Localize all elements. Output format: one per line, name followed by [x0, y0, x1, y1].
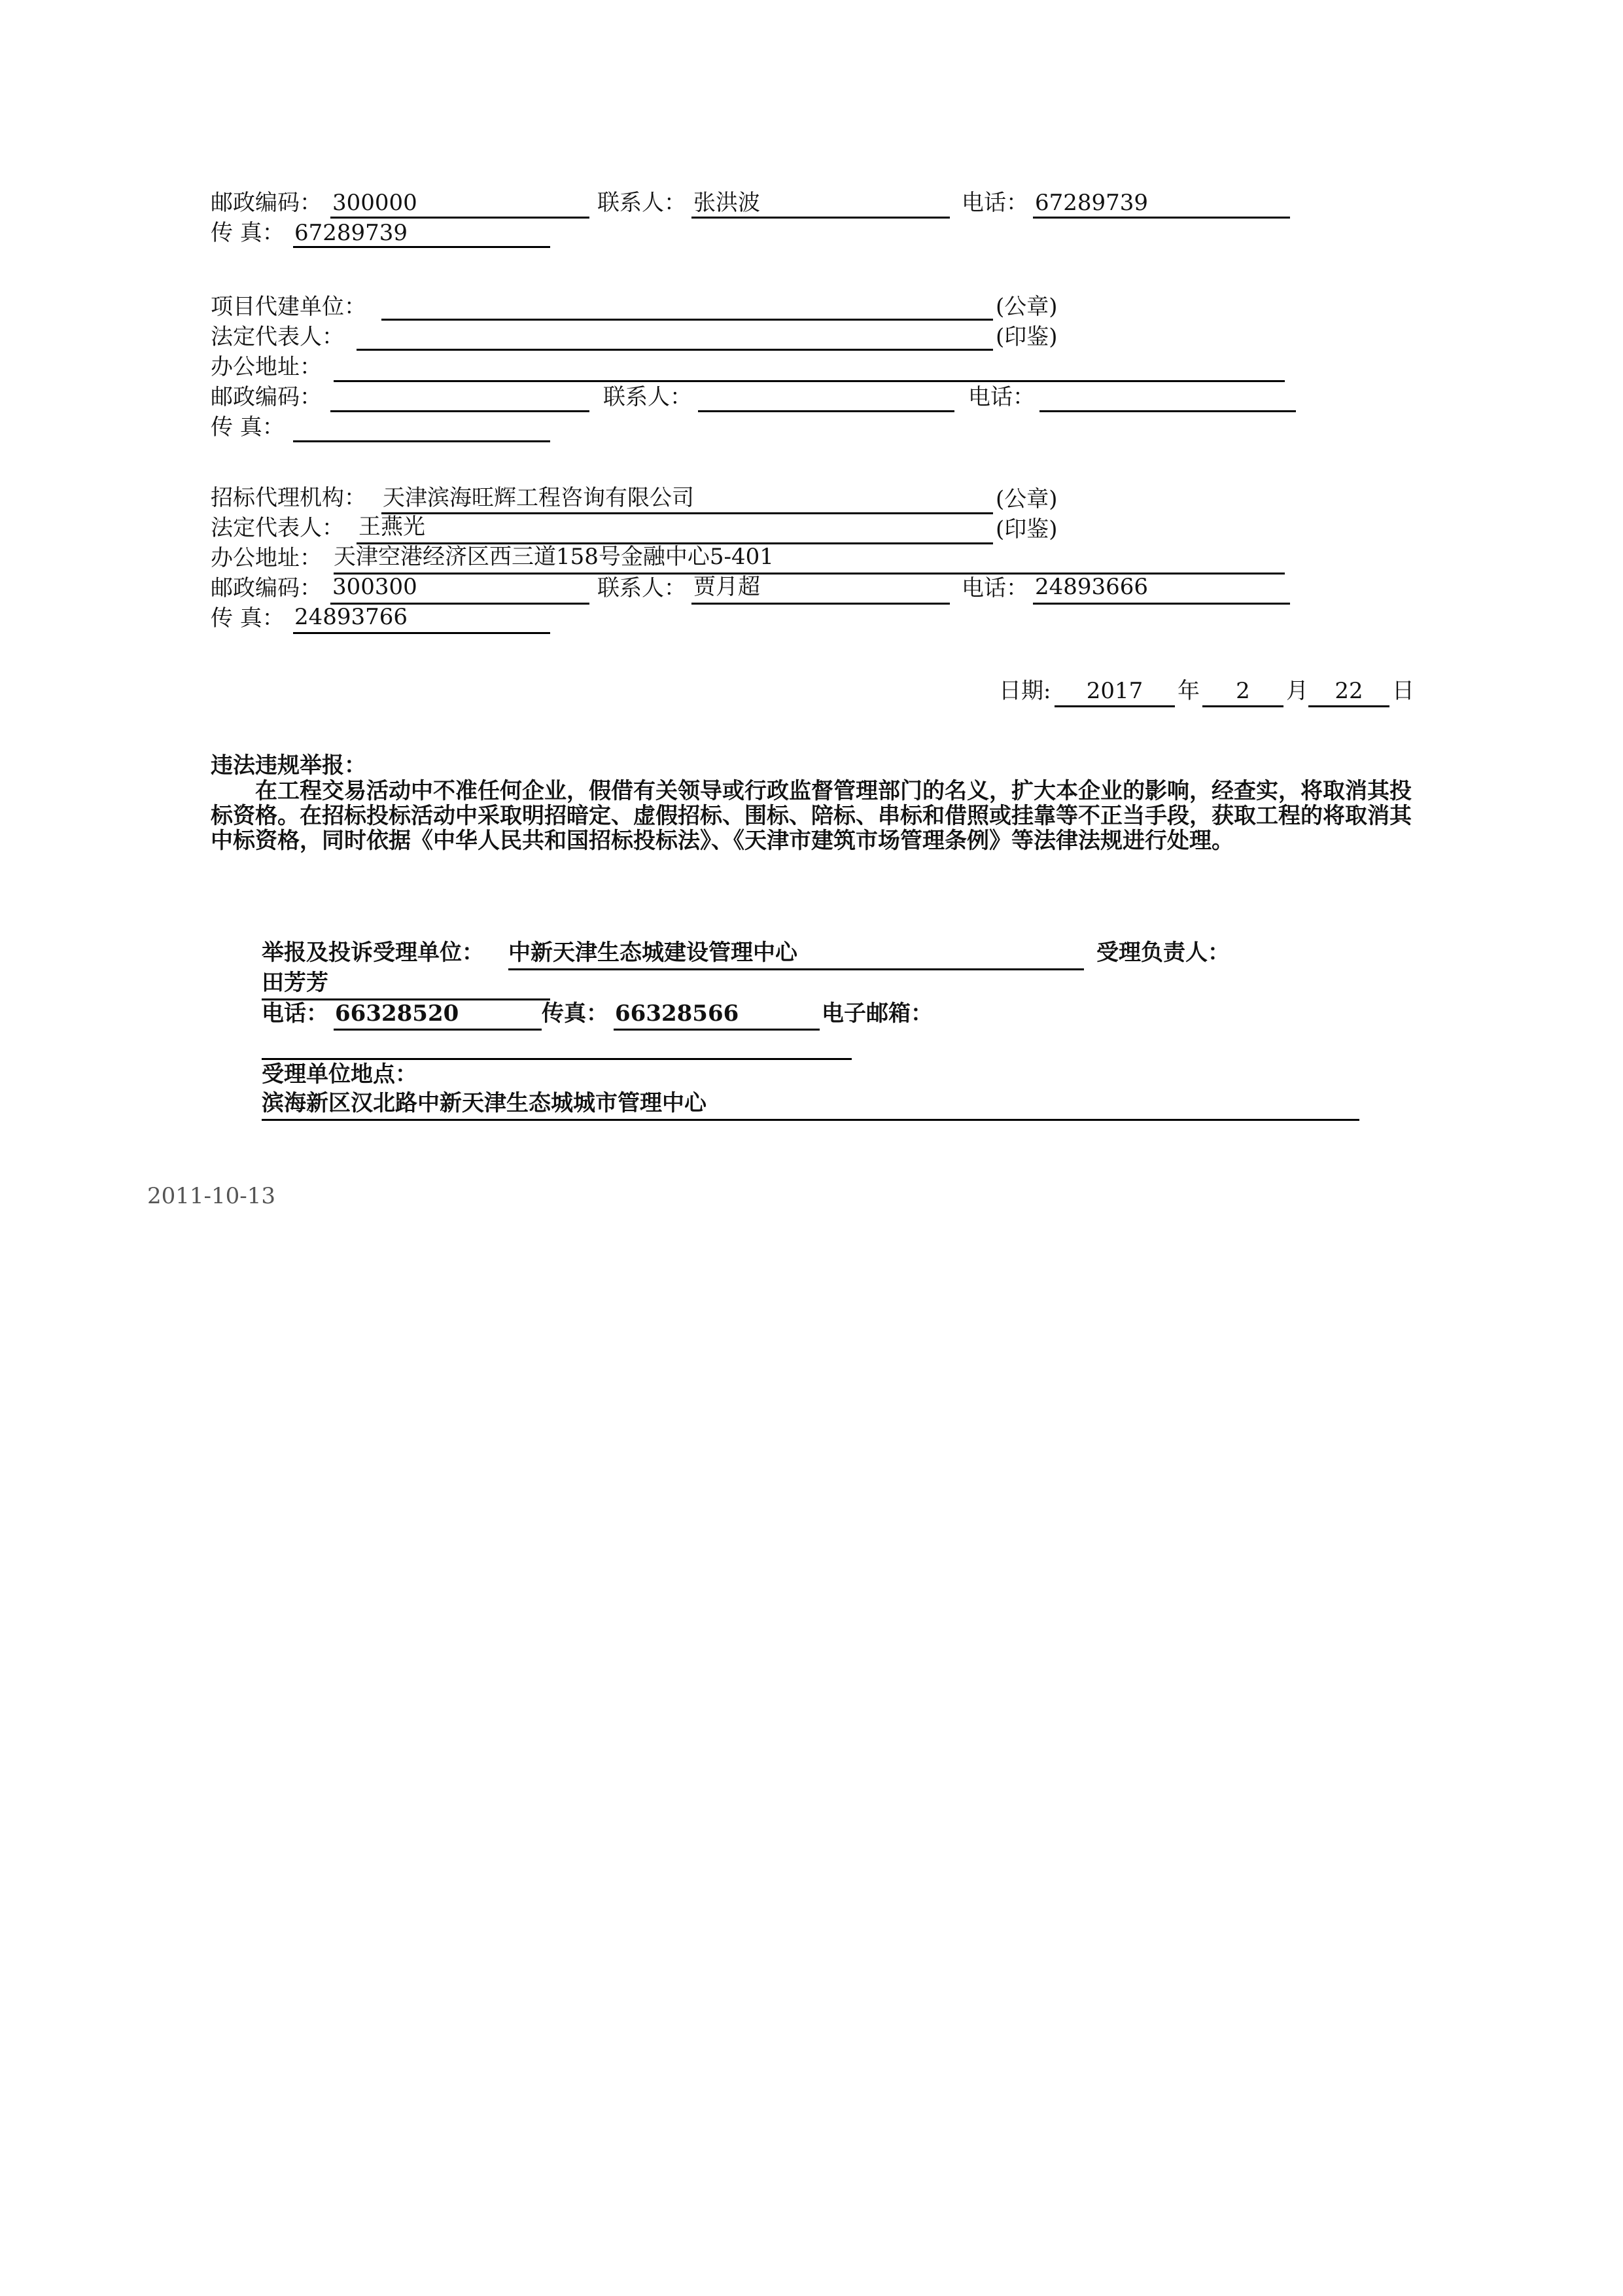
builder-fax-label: 传 真：	[211, 414, 285, 440]
date-month-unit: 月	[1286, 678, 1308, 704]
builder-rep-label: 法定代表人：	[211, 324, 344, 350]
date-day-unit: 日	[1392, 678, 1414, 704]
agency-seal: (公章)	[996, 486, 1058, 512]
builder-contact-label: 联系人：	[603, 384, 692, 410]
report-location-value: 滨海新区汉北路中新天津生态城城市管理中心	[262, 1090, 707, 1116]
phone-underline	[1033, 217, 1290, 219]
report-fax-underline	[614, 1029, 820, 1031]
report-fax-value: 66328566	[615, 1000, 739, 1027]
agency-address-value: 天津空港经济区西三道158号金融中心5-401	[334, 544, 774, 570]
report-phone-value: 66328520	[335, 1000, 459, 1027]
phone-label: 电话：	[962, 190, 1028, 216]
agency-fax-underline	[293, 632, 550, 634]
agency-contact-label: 联系人：	[597, 575, 686, 601]
builder-postcode-label: 邮政编码：	[211, 384, 322, 410]
builder-unit-underline	[381, 319, 993, 321]
builder-contact-underline	[698, 410, 954, 412]
date-month-underline	[1202, 705, 1283, 707]
date-day: 22	[1335, 678, 1363, 704]
report-body: 在工程交易活动中不准任何企业，假借有关领导或行政监督管理部门的名义，扩大本企业的影响，经查实，将取消其投标资格。在招标投标活动中采取明招暗定、虚假招标、围标、陪标、串标和借照或挂靠等不正当手段，获取工程的将取消其中标资格，同时依据《中华人民共和国招标投标法》、《天津市建筑市场管理条例》等法律法规进行处理。	[211, 778, 1412, 854]
builder-phone-label: 电话：	[968, 384, 1035, 410]
report-phone-label: 电话：	[262, 1000, 328, 1027]
postcode-underline	[330, 217, 589, 219]
agency-phone-value: 24893666	[1035, 574, 1149, 600]
builder-unit-label: 项目代建单位：	[211, 294, 366, 320]
report-person-label: 受理负责人：	[1096, 940, 1230, 966]
report-person-value: 田芳芳	[262, 970, 328, 996]
date-year: 2017	[1086, 678, 1143, 704]
footer-date: 2011-10-13	[147, 1183, 276, 1209]
report-unit-value: 中新天津生态城建设管理中心	[508, 940, 797, 966]
report-email-underline	[262, 1058, 852, 1060]
agency-unit-label: 招标代理机构：	[211, 485, 366, 511]
contact-underline	[691, 217, 950, 219]
postcode-label: 邮政编码：	[211, 190, 322, 216]
builder-rep-underline	[357, 349, 993, 351]
builder-rep-seal: (印鉴)	[996, 324, 1058, 350]
agency-fax-label: 传 真：	[211, 605, 285, 631]
contact-value: 张洪波	[693, 190, 760, 216]
builder-phone-underline	[1039, 410, 1296, 412]
builder-fax-underline	[293, 440, 550, 442]
contact-label: 联系人：	[597, 190, 686, 216]
report-heading: 违法违规举报：	[211, 752, 366, 779]
builder-postcode-underline	[330, 410, 589, 412]
report-location-underline	[262, 1119, 1359, 1121]
agency-rep-seal: (印鉴)	[996, 516, 1058, 542]
date-month: 2	[1236, 678, 1250, 704]
date-day-underline	[1308, 705, 1389, 707]
report-phone-underline	[334, 1029, 542, 1031]
postcode-value: 300000	[332, 190, 417, 216]
agency-unit-value: 天津滨海旺辉工程咨询有限公司	[383, 485, 694, 511]
agency-postcode-label: 邮政编码：	[211, 575, 322, 601]
agency-postcode-value: 300300	[332, 574, 417, 600]
builder-address-label: 办公地址：	[211, 354, 322, 380]
fax-label: 传 真：	[211, 220, 285, 246]
phone-value: 67289739	[1035, 190, 1149, 216]
agency-address-label: 办公地址：	[211, 545, 322, 571]
fax-value: 67289739	[294, 220, 408, 246]
date-label: 日期:	[999, 678, 1051, 704]
agency-phone-label: 电话：	[962, 575, 1028, 601]
report-location-label: 受理单位地点：	[262, 1061, 417, 1087]
date-year-unit: 年	[1178, 678, 1200, 704]
builder-address-underline	[334, 380, 1285, 382]
report-unit-underline	[508, 968, 1084, 970]
fax-underline	[293, 246, 550, 248]
agency-contact-value: 贾月超	[693, 574, 760, 600]
date-year-underline	[1055, 705, 1175, 707]
agency-contact-underline	[691, 603, 950, 605]
builder-seal: (公章)	[996, 294, 1058, 320]
agency-rep-value: 王燕光	[358, 514, 425, 540]
agency-phone-underline	[1033, 603, 1290, 605]
report-fax-label: 传真：	[542, 1000, 608, 1027]
report-unit-label: 举报及投诉受理单位：	[262, 940, 484, 966]
agency-rep-label: 法定代表人：	[211, 515, 344, 541]
agency-fax-value: 24893766	[294, 604, 408, 630]
agency-unit-underline	[381, 512, 993, 514]
report-email-label: 电子邮箱：	[822, 1000, 933, 1027]
